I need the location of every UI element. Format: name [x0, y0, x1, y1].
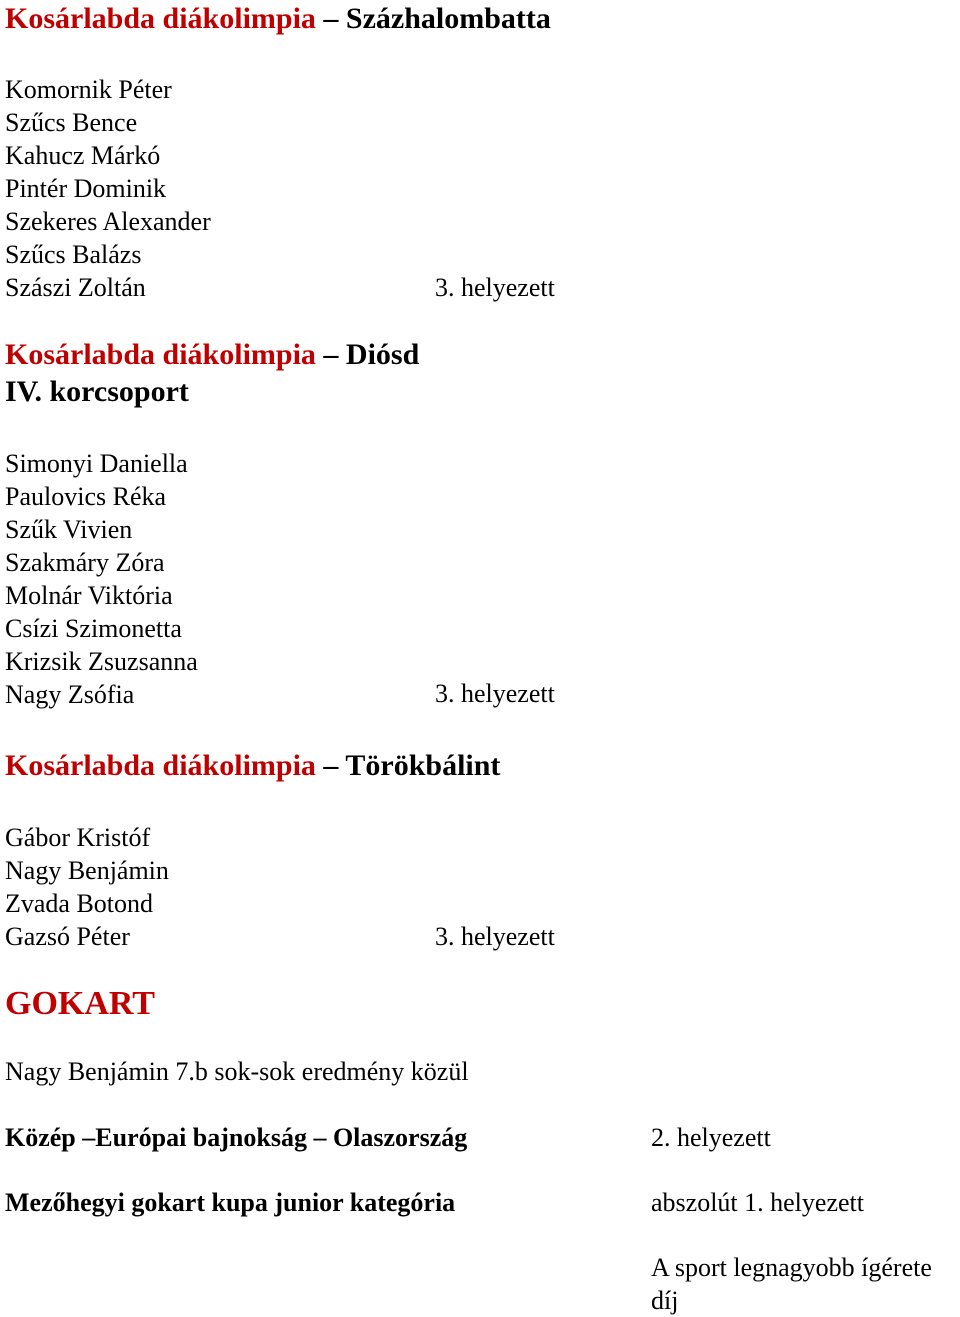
section-title-torokbalint [5, 748, 500, 784]
list-item: Nagy Zsófia [5, 680, 135, 709]
award-line-1: A sport legnagyobb ígérete [651, 1253, 932, 1282]
gokart-event-2: Mezőhegyi gokart kupa junior kategória [5, 1188, 456, 1217]
gokart-result-1: 2. helyezett [651, 1123, 771, 1152]
list-item: Szekeres Alexander [5, 207, 211, 236]
title-location: – Törökbálint [315, 749, 501, 782]
title-red-part: Kosárlabda diákolimpia [5, 2, 316, 35]
name-list-szazhalombatta [5, 73, 211, 304]
list-item: Krizsik Zsuzsanna [5, 647, 198, 676]
gokart-result-2: abszolút 1. helyezett [651, 1188, 864, 1217]
list-item: Kahucz Márkó [5, 141, 161, 170]
list-item: Gábor Kristóf [5, 823, 151, 852]
section-title-gokart: GOKART [5, 985, 155, 1022]
title-red-part: Kosárlabda diákolimpia [5, 338, 316, 371]
list-item: Pintér Dominik [5, 174, 167, 203]
list-item: Szűcs Balázs [5, 240, 142, 269]
list-item: Nagy Benjámin [5, 856, 169, 885]
list-item: Komornik Péter [5, 75, 172, 104]
list-item: Simonyi Daniella [5, 449, 188, 478]
section-title-diosd [5, 337, 419, 373]
result-szazhalombatta: 3. helyezett [435, 273, 555, 302]
award-line-2: díj [651, 1286, 679, 1315]
name-list-diosd [5, 447, 198, 711]
list-item: Csízi Szimonetta [5, 614, 182, 643]
list-item: Gazsó Péter [5, 922, 130, 951]
list-item: Molnár Viktória [5, 581, 173, 610]
result-torokbalint: 3. helyezett [435, 922, 555, 951]
title-location: – Diósd [315, 338, 420, 371]
list-item: Szászi Zoltán [5, 273, 146, 302]
gokart-event-1: Közép –Európai bajnokság – Olaszország [5, 1123, 468, 1152]
list-item: Szűcs Bence [5, 108, 138, 137]
list-item: Szakmáry Zóra [5, 548, 165, 577]
section-subtitle-korcsoport: IV. korcsoport [5, 375, 189, 408]
title-location: – Százhalombatta [315, 2, 551, 35]
section-title-szazhalombatta [5, 1, 551, 37]
list-item: Paulovics Réka [5, 482, 167, 511]
result-diosd: 3. helyezett [435, 679, 555, 708]
award-title [651, 1251, 932, 1317]
list-item: Szűk Vivien [5, 515, 133, 544]
gokart-intro: Nagy Benjámin 7.b sok-sok eredmény közül [5, 1057, 469, 1086]
list-item: Zvada Botond [5, 889, 154, 918]
name-list-torokbalint [5, 821, 169, 953]
title-red-part: Kosárlabda diákolimpia [5, 749, 316, 782]
